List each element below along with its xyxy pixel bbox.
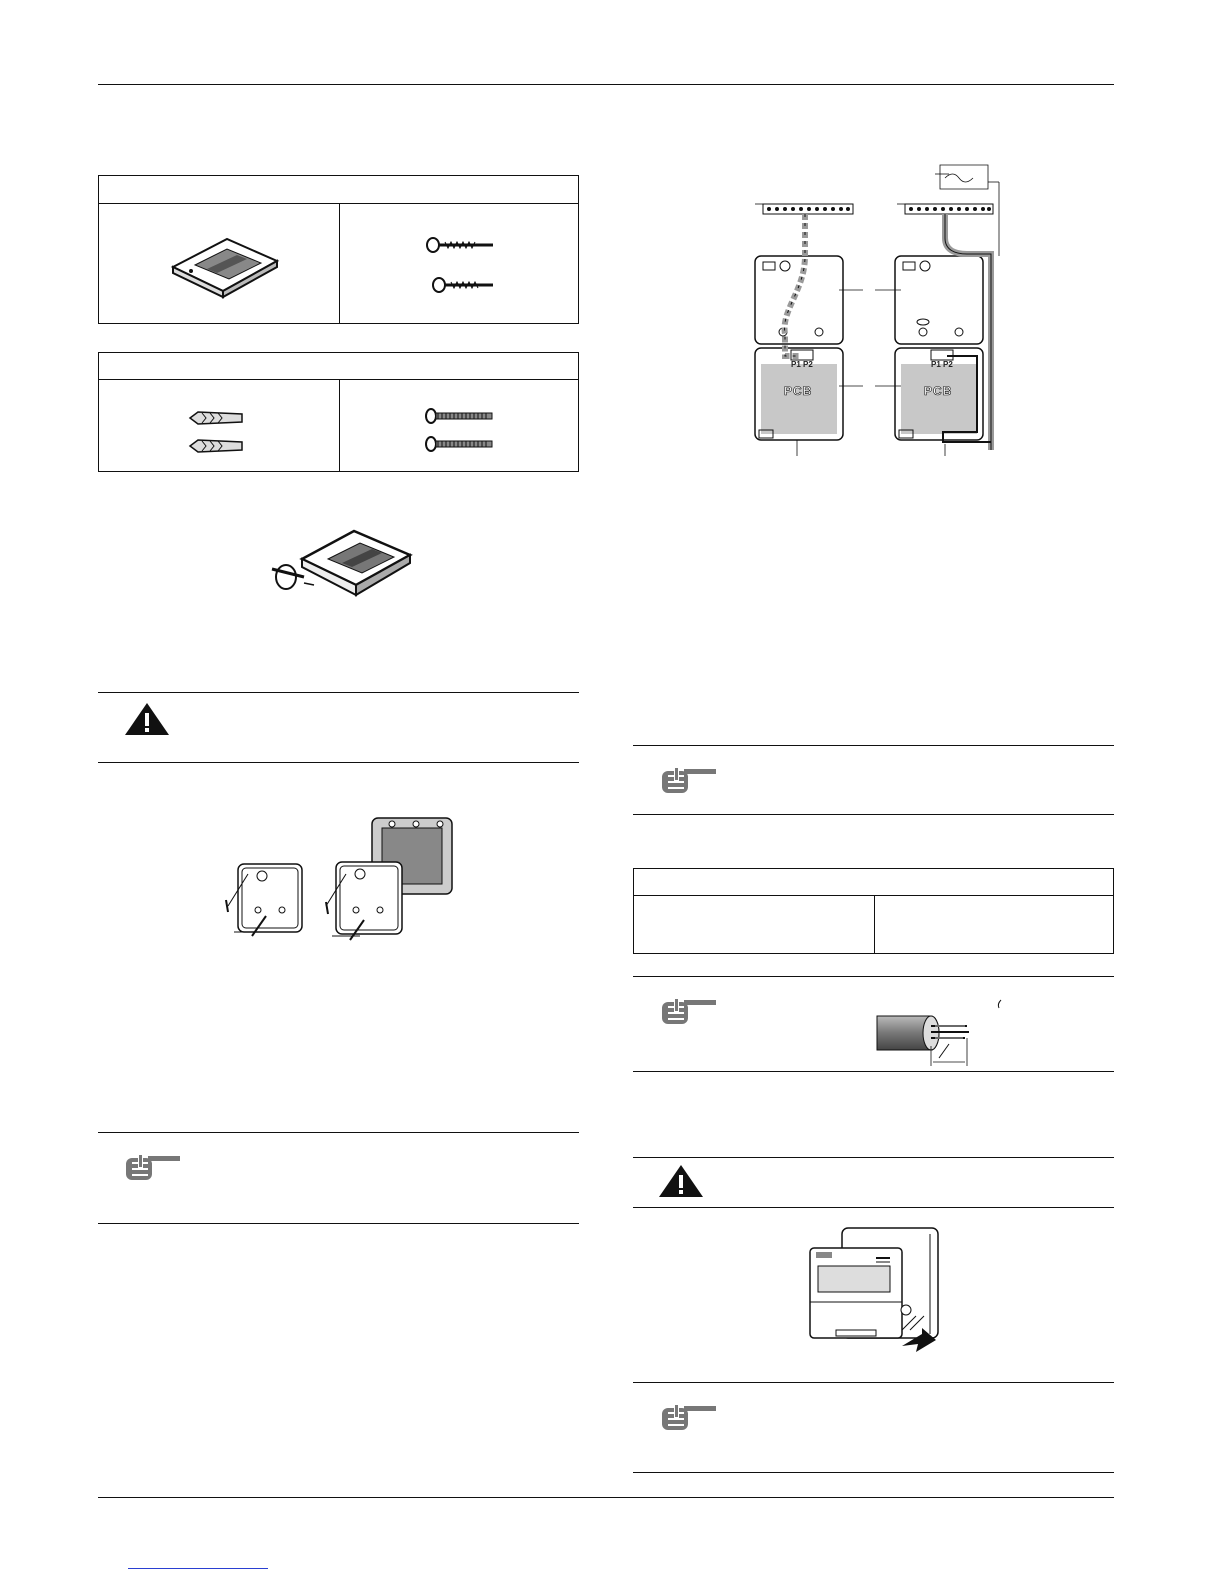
table-column-divider — [874, 895, 875, 954]
pcb-left-terminal-label: P1 P2 — [791, 360, 813, 369]
note-bottom-rule — [98, 1223, 579, 1224]
pcb-right-terminal-label: P1 P2 — [931, 360, 953, 369]
bottom-case-mounting-illustration — [222, 812, 462, 942]
warning-bottom-rule — [98, 762, 579, 763]
pointing-hand-icon — [660, 1402, 718, 1434]
table-column-divider — [339, 203, 340, 324]
wood-screws-illustration — [425, 235, 505, 295]
warning-triangle-icon — [658, 1164, 704, 1198]
attach-upper-case-illustration — [806, 1222, 946, 1352]
pcb-left-label: PCB — [784, 384, 813, 398]
warning-top-rule — [98, 692, 579, 693]
pointing-hand-icon — [124, 1152, 182, 1184]
pcb-right-label: PCB — [924, 384, 953, 398]
opening-remote-illustration — [268, 525, 418, 605]
header-rule — [98, 84, 1114, 85]
remote-controller-illustration — [165, 225, 285, 305]
table-column-divider — [339, 379, 340, 472]
note-top-rule — [633, 976, 1114, 977]
accessories-table-bottom — [98, 352, 579, 472]
warning-triangle-icon — [124, 702, 170, 736]
pointing-hand-icon — [660, 996, 718, 1028]
machine-screws-illustration — [424, 406, 496, 458]
note-bottom-rule — [633, 1071, 1114, 1072]
footer-link-underline[interactable] — [128, 1568, 268, 1569]
wiring-diagram — [755, 160, 1005, 460]
note-top-rule — [633, 1382, 1114, 1383]
wall-plugs-illustration — [188, 408, 248, 458]
note-top-rule — [98, 1132, 579, 1133]
footer-rule — [98, 1497, 1114, 1498]
note-bottom-rule — [633, 814, 1114, 815]
wire-strip-illustration — [875, 998, 1025, 1068]
note-bottom-rule — [633, 1472, 1114, 1473]
warning-bottom-rule — [633, 1207, 1114, 1208]
wire-spec-table — [633, 868, 1114, 954]
warning-top-rule — [633, 1157, 1114, 1158]
pointing-hand-icon — [660, 765, 718, 797]
note-top-rule — [633, 745, 1114, 746]
